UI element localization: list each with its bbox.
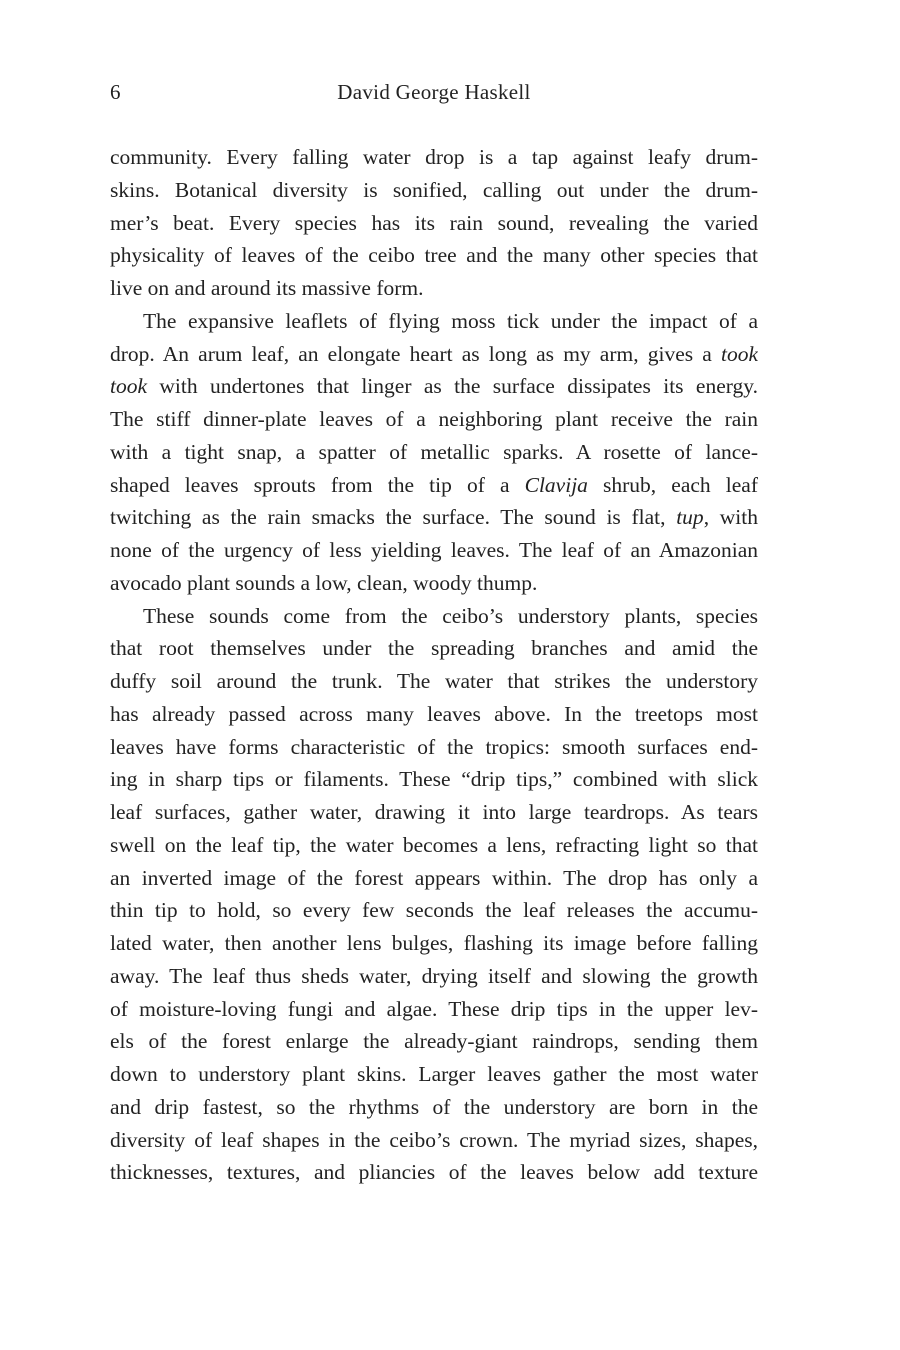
text-line <box>110 174 758 207</box>
text-segment: physicality of leaves of the ceibo tree and the many other species that <box>110 243 758 268</box>
text-line <box>110 567 758 600</box>
text-segment: swell on the leaf tip, the water becomes a lens, refracting light so that <box>110 832 758 857</box>
italic-text: took <box>720 341 758 366</box>
text-segment: with undertones that linger as the surface dissipates its energy. <box>147 374 758 399</box>
text-segment: avocado plant sounds a low, clean, woody thump. <box>110 570 538 595</box>
text-line <box>110 796 758 829</box>
text-line <box>110 1124 758 1157</box>
text-line <box>110 665 758 698</box>
text-line <box>110 1156 758 1189</box>
text-segment: shrub, each leaf <box>587 472 758 497</box>
paragraph-first-line <box>110 305 758 338</box>
text-line <box>110 469 758 502</box>
text-line <box>110 141 758 174</box>
text-segment: duffy soil around the trunk. The water that strikes the understory <box>110 669 758 693</box>
text-line <box>110 534 758 567</box>
text-segment: leaves have forms characteristic of the tropics: smooth surfaces end- <box>110 734 758 759</box>
text-segment: down to understory plant skins. Larger leaves gather the most water <box>110 1062 758 1086</box>
text-segment: an inverted image of the forest appears within. The drop has only a <box>110 865 758 890</box>
text-line <box>110 338 758 371</box>
italic-text: took <box>110 374 148 399</box>
text-segment: skins. Botanical diversity is sonified, calling out under the drum- <box>110 177 758 202</box>
text-line <box>110 403 758 436</box>
text-line <box>110 207 758 240</box>
text-line <box>110 370 758 403</box>
text-line <box>110 927 758 960</box>
text-segment: none of the urgency of less yielding leaves. The leaf of an Amazonian <box>110 538 758 562</box>
text-segment: live on and around its massive form. <box>110 276 424 300</box>
text-segment: thicknesses, textures, and pliancies of the leaves below add texture <box>110 1160 758 1185</box>
text-segment: , with <box>703 505 758 530</box>
page-number: 6 <box>110 80 121 104</box>
text-segment: The expansive leaflets of flying moss tick under the impact of a <box>143 308 758 333</box>
italic-text: Clavija <box>524 472 588 497</box>
text-segment: drop. An arum leaf, an elongate heart as long as my arm, gives a <box>110 341 721 366</box>
text-segment: els of the forest enlarge the already-giant raindrops, sending them <box>110 1029 758 1054</box>
text-line <box>110 829 758 862</box>
text-line <box>110 993 758 1026</box>
text-line <box>110 272 758 305</box>
text-line <box>110 632 758 665</box>
text-line <box>110 862 758 895</box>
text-segment: diversity of leaf shapes in the ceibo’s crown. The myriad sizes, shapes, <box>110 1127 758 1152</box>
text-segment: These sounds come from the ceibo’s understory plants, species <box>143 603 758 628</box>
text-segment: leaf surfaces, gather water, drawing it into large teardrops. As tears <box>110 800 758 824</box>
text-segment: thin tip to hold, so every few seconds the leaf releases the accumu- <box>110 898 758 923</box>
running-head <box>110 80 758 112</box>
text-segment: that root themselves under the spreading branches and amid the <box>110 636 758 661</box>
text-segment: ing in sharp tips or filaments. These “drip tips,” combined with slick <box>110 767 758 792</box>
text-line <box>110 731 758 764</box>
text-segment: twitching as the rain smacks the surface. The sound is flat, <box>110 505 677 530</box>
text-segment: community. Every falling water drop is a tap against leafy drum- <box>110 145 758 169</box>
text-line <box>110 1058 758 1091</box>
paragraph-first-line <box>110 600 758 633</box>
italic-text: tup <box>676 505 704 530</box>
text-segment: The stiff dinner-plate leaves of a neighboring plant receive the rain <box>110 407 758 431</box>
body-text <box>110 141 758 1189</box>
text-segment: has already passed across many leaves above. In the treetops most <box>110 701 758 726</box>
text-line <box>110 1025 758 1058</box>
text-segment: and drip fastest, so the rhythms of the understory are born in the <box>110 1094 758 1119</box>
text-segment: away. The leaf thus sheds water, drying itself and slowing the growth <box>110 963 758 988</box>
text-segment: with a tight snap, a spatter of metallic sparks. A rosette of lance- <box>110 439 758 464</box>
text-line <box>110 1091 758 1124</box>
text-segment: mer’s beat. Every species has its rain sound, revealing the varied <box>110 210 758 235</box>
text-line <box>110 894 758 927</box>
text-line <box>110 763 758 796</box>
text-line <box>110 239 758 272</box>
text-segment: shaped leaves sprouts from the tip of a <box>110 472 525 497</box>
text-line <box>110 698 758 731</box>
running-title: David George Haskell <box>337 80 531 104</box>
text-segment: of moisture-loving fungi and algae. These drip tips in the upper lev- <box>110 996 758 1021</box>
text-line <box>110 436 758 469</box>
text-line <box>110 501 758 534</box>
text-segment: lated water, then another lens bulges, flashing its image before falling <box>110 931 758 955</box>
text-line <box>110 960 758 993</box>
